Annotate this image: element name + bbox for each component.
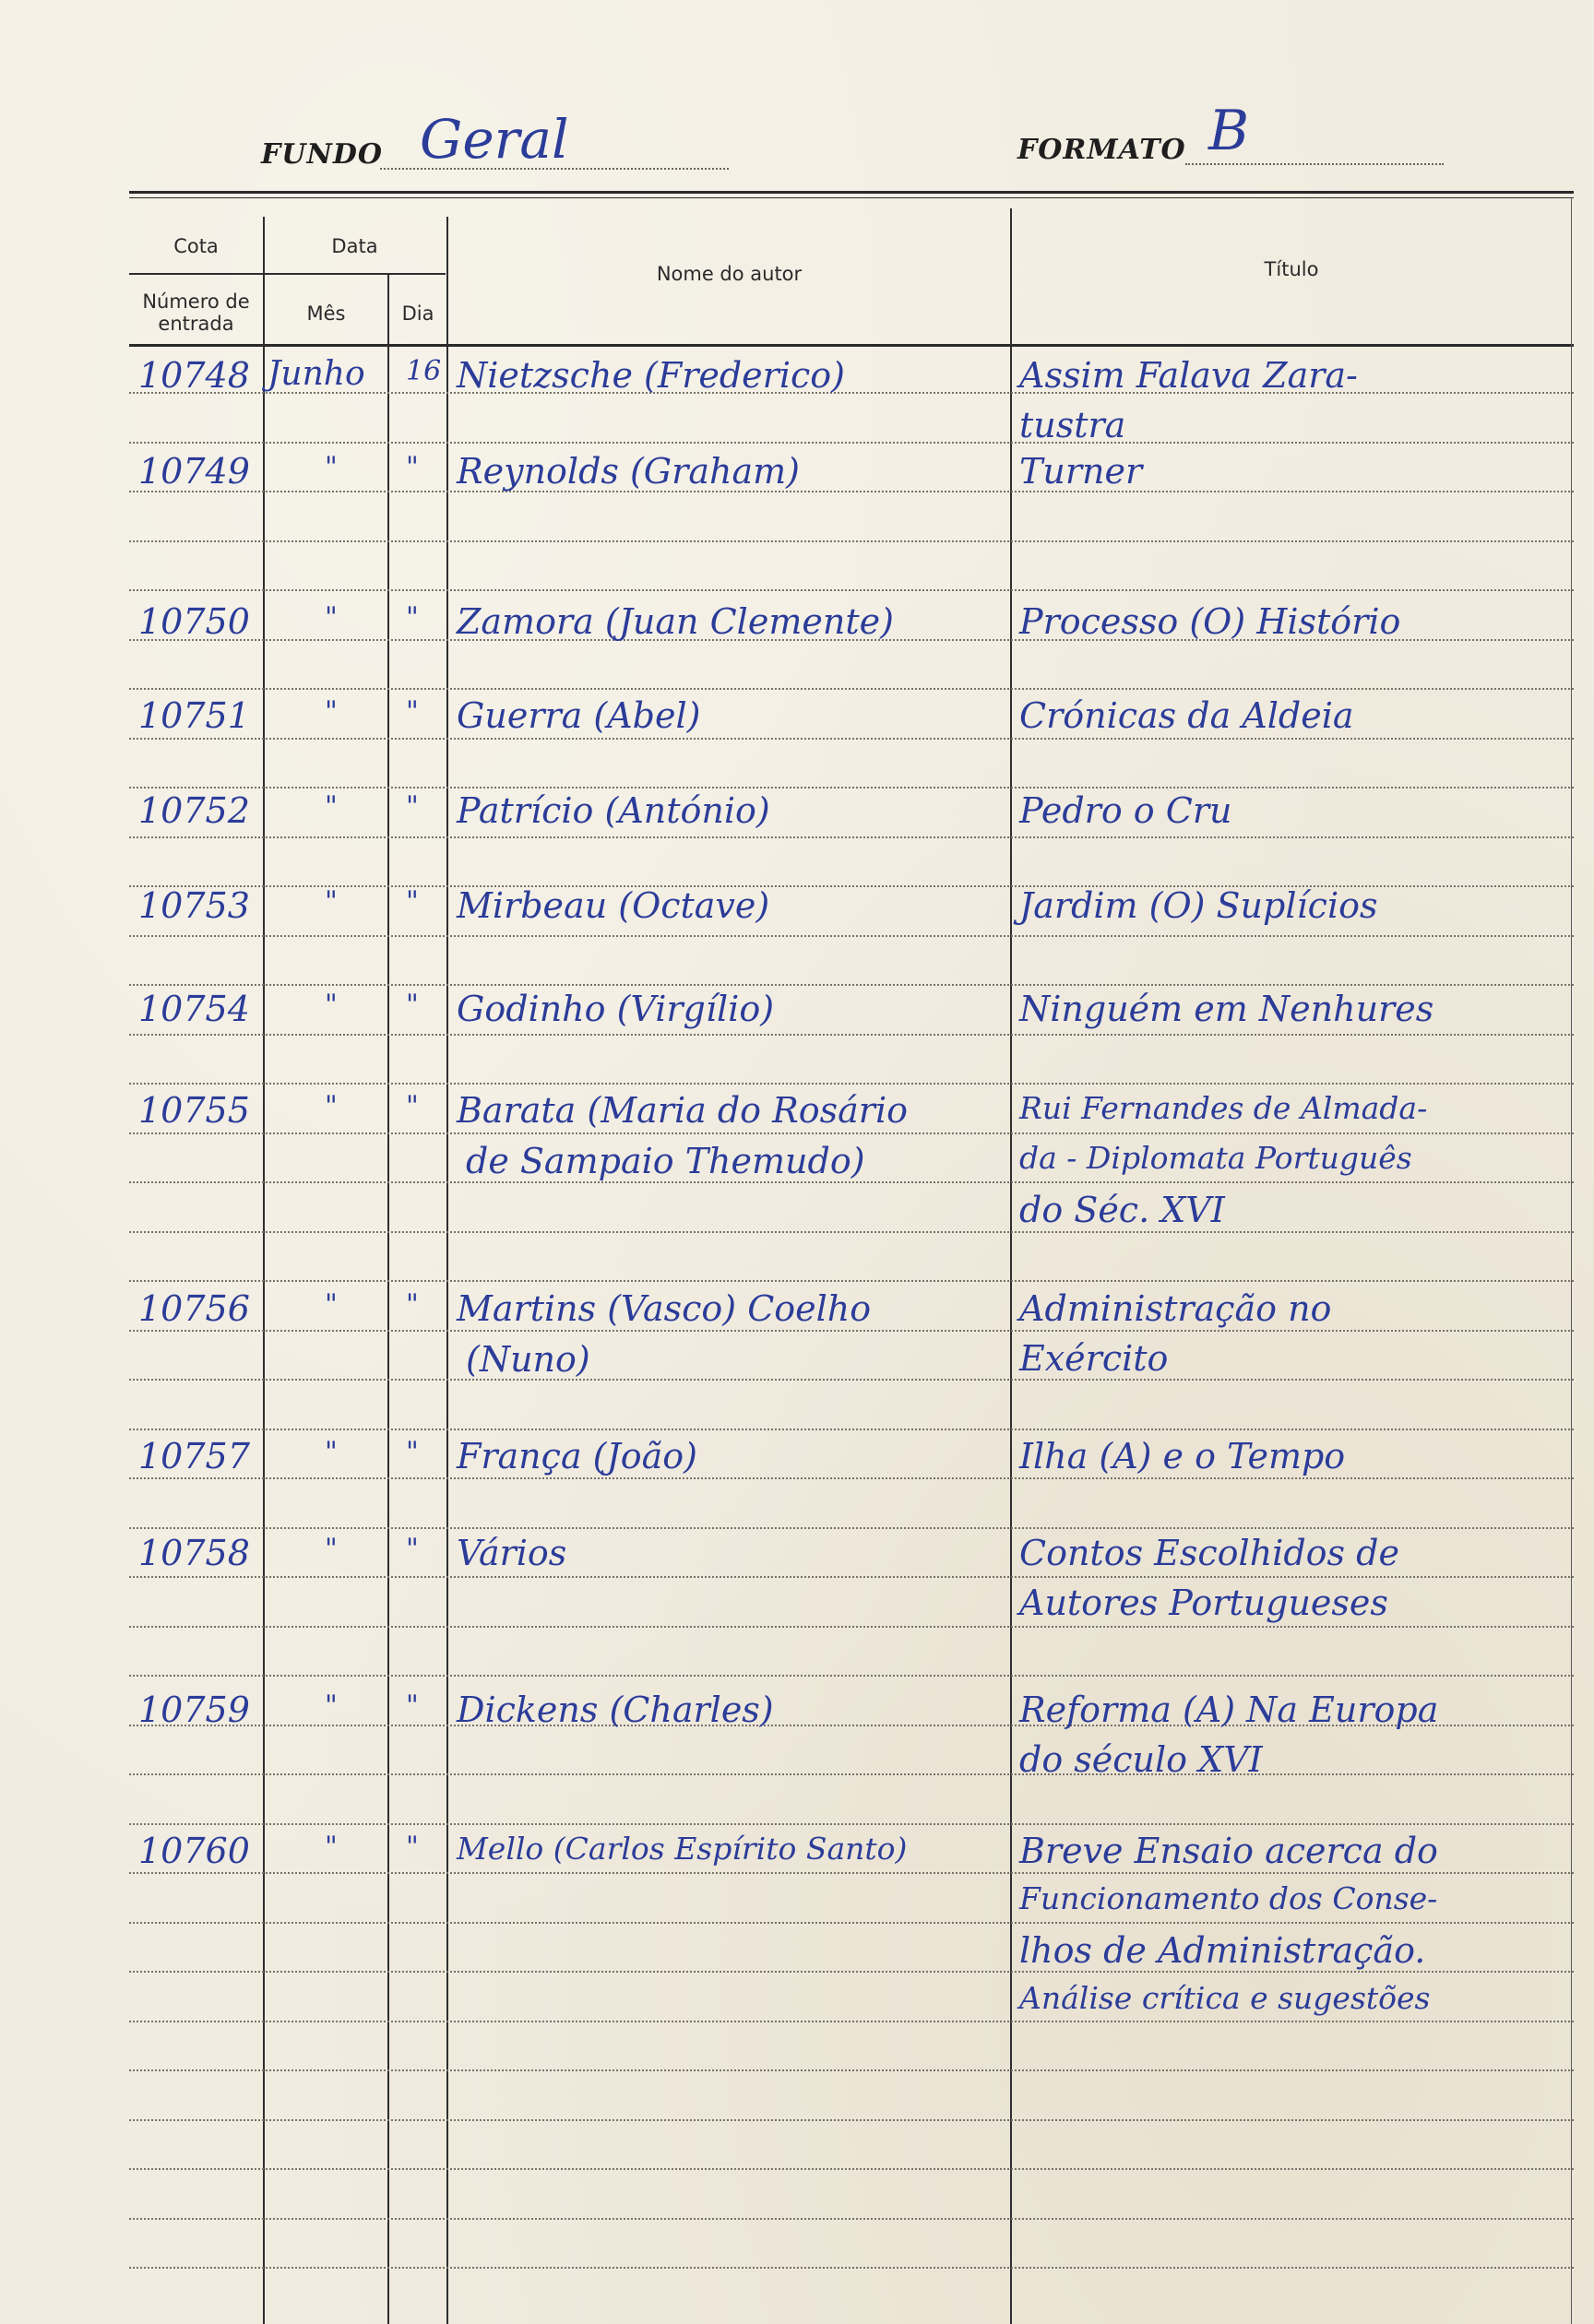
ruled-line xyxy=(129,935,1574,937)
entry-titulo: Ilha (A) e o Tempo xyxy=(1019,1436,1346,1476)
entry-mes: " xyxy=(325,601,338,634)
entry-autor: França (João) xyxy=(457,1436,697,1476)
ruled-line xyxy=(129,1379,1574,1381)
entry-mes: " xyxy=(325,1090,338,1122)
header-top-rule xyxy=(129,191,1574,194)
entry-titulo-cont: lhos de Administração. xyxy=(1019,1930,1426,1971)
entry-autor: Vários xyxy=(457,1533,567,1573)
ruled-line xyxy=(129,589,1574,591)
ruled-line xyxy=(129,738,1574,740)
header-cota: Cota xyxy=(173,235,219,257)
entry-autor: Patrício (António) xyxy=(457,790,770,831)
formato-dotted-line xyxy=(1185,163,1444,165)
header-bottom-rule xyxy=(129,344,1574,347)
ruled-line xyxy=(129,2021,1574,2022)
ruled-line xyxy=(129,1477,1574,1479)
entry-mes: " xyxy=(325,1831,338,1863)
entry-mes: " xyxy=(325,1288,338,1321)
ruled-line xyxy=(129,836,1574,838)
header-nome-autor: Nome do autor xyxy=(656,263,803,285)
ruled-line xyxy=(129,1429,1574,1430)
entry-titulo: Jardim (O) Suplícios xyxy=(1019,885,1378,926)
entry-mes: " xyxy=(325,1533,338,1565)
header-top-rule-2 xyxy=(129,197,1574,198)
entry-cota: 10750 xyxy=(138,601,250,642)
entry-dia: " xyxy=(406,451,419,483)
entry-mes: Junho xyxy=(268,355,365,393)
ruled-line xyxy=(129,1280,1574,1282)
ruled-line xyxy=(129,2119,1574,2121)
entry-cota: 10756 xyxy=(138,1288,250,1329)
entry-dia: " xyxy=(406,1690,419,1722)
entry-titulo-cont: Exército xyxy=(1019,1338,1169,1379)
entry-autor-cont: (Nuno) xyxy=(466,1339,590,1380)
column-line-mes xyxy=(387,275,389,2324)
ruled-line xyxy=(129,2218,1574,2220)
entry-cota: 10757 xyxy=(138,1436,250,1476)
ruled-line xyxy=(129,2168,1574,2170)
entry-titulo: Crónicas da Aldeia xyxy=(1019,695,1354,736)
entry-mes: " xyxy=(325,885,338,918)
column-line-cota xyxy=(263,217,265,2324)
ruled-line xyxy=(129,2267,1574,2269)
entry-dia: " xyxy=(406,695,419,728)
entry-titulo: Breve Ensaio acerca do xyxy=(1019,1831,1438,1871)
ruled-line xyxy=(129,1034,1574,1036)
entry-cota: 10758 xyxy=(138,1533,250,1573)
entry-titulo-cont: Autores Portugueses xyxy=(1019,1583,1388,1623)
entry-autor: Mello (Carlos Espírito Santo) xyxy=(457,1831,908,1867)
column-line-data xyxy=(446,217,448,2324)
entry-dia: " xyxy=(406,885,419,918)
formato-label: FORMATO xyxy=(1017,134,1186,166)
entry-titulo-cont: do século XVI xyxy=(1019,1739,1263,1780)
ruled-line xyxy=(129,1823,1574,1825)
entry-autor: Martins (Vasco) Coelho xyxy=(457,1288,872,1329)
ruled-line xyxy=(129,1675,1574,1677)
entry-cota: 10754 xyxy=(138,989,250,1029)
entry-titulo: Processo (O) Histório xyxy=(1019,601,1401,642)
header-titulo: Título xyxy=(1264,258,1319,280)
fundo-label: FUNDO xyxy=(261,138,384,171)
ruled-line xyxy=(129,1626,1574,1628)
ruled-line xyxy=(129,2069,1574,2071)
entry-cota: 10760 xyxy=(138,1831,250,1871)
entry-autor-cont: de Sampaio Themudo) xyxy=(466,1141,865,1181)
entry-mes: " xyxy=(325,1690,338,1722)
entry-cota: 10755 xyxy=(138,1090,250,1131)
header-mes: Mês xyxy=(306,302,346,325)
entry-titulo: Ninguém em Nenhures xyxy=(1019,989,1434,1029)
entry-titulo: Turner xyxy=(1019,451,1143,492)
ruled-line xyxy=(129,1231,1574,1233)
ruled-line xyxy=(129,540,1574,542)
entry-cota: 10752 xyxy=(138,790,250,831)
ruled-line xyxy=(129,1773,1574,1775)
entry-titulo-cont: Análise crítica e sugestões xyxy=(1019,1980,1431,2016)
cota-divider xyxy=(129,273,266,275)
entry-titulo-cont: da - Diplomata Português xyxy=(1019,1140,1412,1176)
entry-titulo-cont: tustra xyxy=(1019,405,1126,445)
header-dia: Dia xyxy=(401,302,434,325)
entry-mes: " xyxy=(325,989,338,1021)
entry-mes: " xyxy=(325,790,338,823)
ruled-line xyxy=(129,1872,1574,1874)
entry-titulo-cont: do Séc. XVI xyxy=(1019,1190,1225,1230)
entry-autor: Godinho (Virgílio) xyxy=(457,989,775,1029)
ruled-line xyxy=(129,984,1574,986)
ruled-line xyxy=(129,1132,1574,1134)
entry-mes: " xyxy=(325,695,338,728)
entry-titulo: Pedro o Cru xyxy=(1019,790,1232,831)
entry-titulo-cont: Funcionamento dos Conse- xyxy=(1019,1880,1438,1916)
entry-autor: Nietzsche (Frederico) xyxy=(457,355,845,396)
entry-titulo: Reforma (A) Na Europa xyxy=(1019,1690,1439,1730)
entry-dia: 16 xyxy=(406,355,442,387)
entry-autor: Guerra (Abel) xyxy=(457,695,701,736)
entry-dia: " xyxy=(406,1831,419,1863)
ruled-line xyxy=(129,688,1574,690)
ruled-line xyxy=(129,1083,1574,1085)
entry-dia: " xyxy=(406,1090,419,1122)
entry-dia: " xyxy=(406,1436,419,1468)
ruled-line xyxy=(129,491,1574,492)
header-data: Data xyxy=(331,235,378,257)
entry-titulo: Administração no xyxy=(1019,1288,1332,1329)
entry-titulo: Assim Falava Zara- xyxy=(1019,355,1358,396)
entry-autor: Dickens (Charles) xyxy=(457,1690,774,1730)
entry-cota: 10748 xyxy=(138,355,250,396)
ruled-line xyxy=(129,1971,1574,1973)
entry-dia: " xyxy=(406,1533,419,1565)
formato-value: B xyxy=(1208,99,1250,163)
entry-dia: " xyxy=(406,1288,419,1321)
entry-titulo: Rui Fernandes de Almada- xyxy=(1019,1090,1428,1126)
entry-cota: 10749 xyxy=(138,451,250,492)
ruled-line xyxy=(129,1922,1574,1924)
entry-mes: " xyxy=(325,1436,338,1468)
ruled-line xyxy=(129,787,1574,788)
entry-dia: " xyxy=(406,989,419,1021)
entry-autor: Reynolds (Graham) xyxy=(457,451,800,492)
entry-titulo: Contos Escolhidos de xyxy=(1019,1533,1399,1573)
ruled-line xyxy=(129,1181,1574,1183)
ruled-line xyxy=(129,1576,1574,1578)
entry-cota: 10759 xyxy=(138,1690,250,1730)
entry-cota: 10751 xyxy=(138,695,250,736)
entry-autor: Mirbeau (Octave) xyxy=(457,885,770,926)
entry-autor: Zamora (Juan Clemente) xyxy=(457,601,894,642)
header-numero-entrada: Número de entrada xyxy=(142,290,250,336)
entry-autor: Barata (Maria do Rosário xyxy=(457,1090,908,1131)
entry-mes: " xyxy=(325,451,338,483)
ruled-line xyxy=(129,442,1574,444)
fundo-value: Geral xyxy=(420,108,569,171)
ruled-line xyxy=(129,1330,1574,1332)
column-line-right xyxy=(1571,197,1572,2324)
data-divider xyxy=(265,273,446,275)
column-line-titulo xyxy=(1010,208,1012,2324)
entry-dia: " xyxy=(406,601,419,634)
entry-dia: " xyxy=(406,790,419,823)
entry-cota: 10753 xyxy=(138,885,250,926)
ruled-line xyxy=(129,1527,1574,1529)
